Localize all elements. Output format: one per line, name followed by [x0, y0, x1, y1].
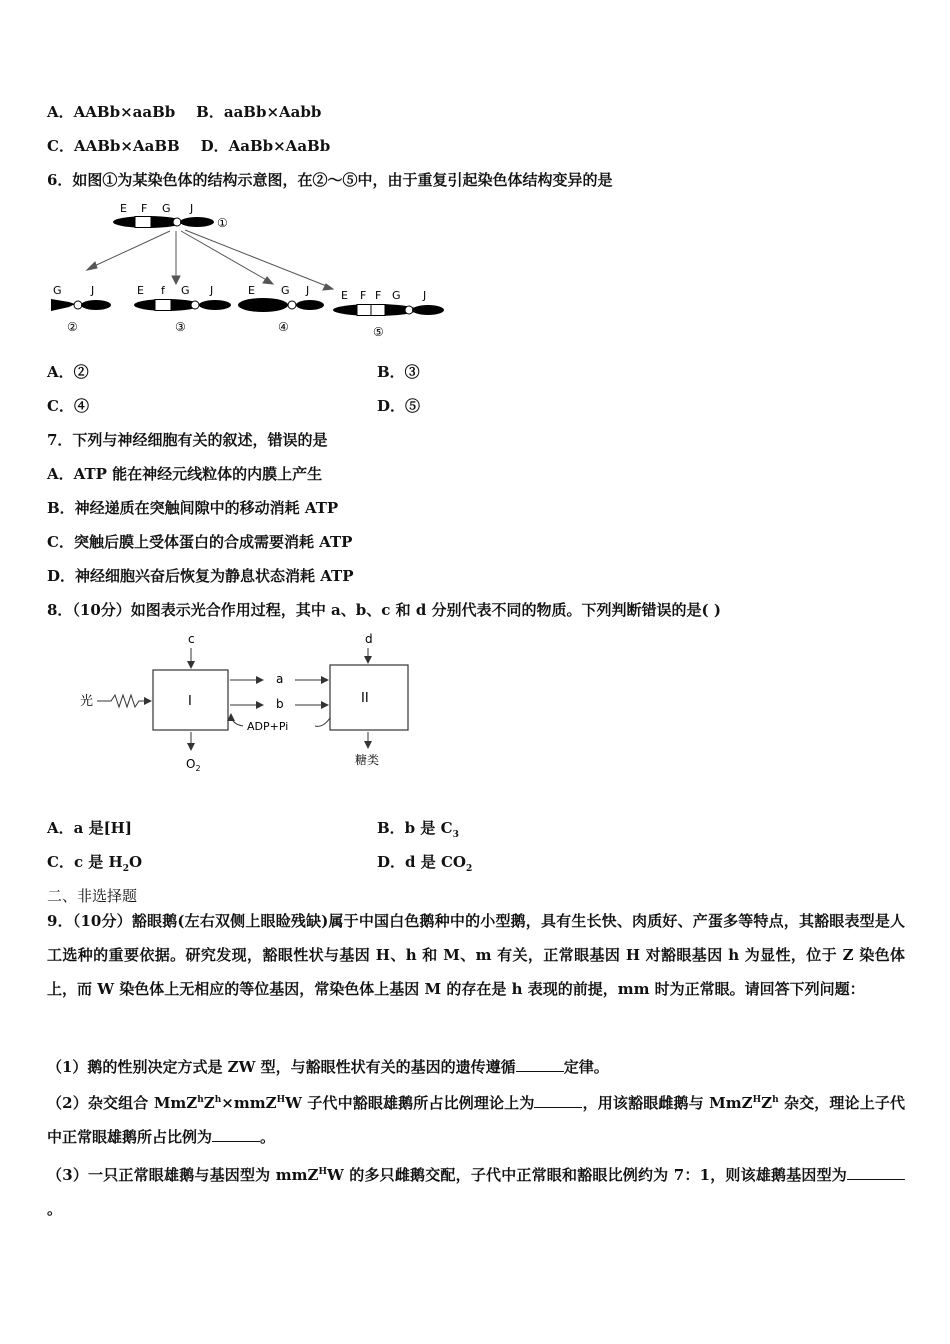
q5-option-c-label: C．	[47, 137, 74, 155]
orig-gene-f: F	[141, 202, 148, 215]
q8-option-c	[47, 852, 142, 879]
q9-part2-sup1: h	[197, 1095, 204, 1105]
c5-gene-f2: F	[375, 289, 382, 302]
c3-gene-e: E	[137, 284, 144, 297]
label-adp-pi: ADP+Pi	[247, 720, 289, 733]
answer-blank-1[interactable]	[516, 1057, 564, 1072]
q5-options-row2	[47, 136, 330, 156]
q7-option-c: C．突触后膜上受体蛋白的合成需要消耗 ATP	[47, 533, 353, 551]
section-title: 二、非选择题	[47, 887, 138, 905]
q9-part2-h: 。	[260, 1128, 276, 1146]
chromosome-2-mark: ②	[67, 320, 78, 334]
q8-stem	[47, 600, 721, 620]
q9-part2	[47, 1083, 905, 1154]
label-b: b	[276, 697, 284, 711]
chromosome-5	[333, 304, 444, 316]
chromosome-5-mark: ⑤	[373, 325, 384, 339]
q9-part3-sup: H	[318, 1167, 327, 1177]
c4-gene-g: G	[281, 284, 290, 297]
q9-part2-sup3: H	[276, 1095, 286, 1105]
chromosome-1	[113, 216, 214, 228]
q9-part2-sup5: h	[772, 1095, 779, 1105]
q8-option-d	[377, 852, 472, 879]
q8-option-d-sub: 2	[465, 864, 473, 874]
q5-options-row1	[47, 102, 321, 122]
c3-gene-g: G	[181, 284, 190, 297]
q6-option-d: D．⑤	[377, 397, 421, 415]
light-wave-arrow	[97, 695, 151, 707]
q9-part1-text: （1）鹅的性别决定方式是 ZW 型，与豁眼性状有关的基因的遗传遵循	[47, 1058, 516, 1076]
c5-gene-f1: F	[360, 289, 367, 302]
label-o2-text: O	[186, 757, 196, 771]
q9-part3	[47, 1155, 905, 1226]
q5-option-b-label: B．	[196, 103, 224, 121]
q8-option-c-sub: 2	[122, 864, 129, 874]
chromosome-3-mark: ③	[175, 320, 186, 334]
q9-part3-a: （3）一只正常眼雄鹅与基因型为 mmZ	[47, 1166, 319, 1184]
q6-option-a: A．②	[47, 363, 89, 381]
q9-part2-sup2: h	[214, 1095, 222, 1105]
c5-gene-g: G	[392, 289, 401, 302]
label-a: a	[276, 672, 284, 686]
q9-part2-a: （2）杂交组合 MmZ	[47, 1094, 198, 1112]
c3-gene-j: J	[210, 284, 214, 297]
chromosome-4	[238, 298, 324, 312]
light-label: 光	[80, 694, 94, 709]
answer-blank-2[interactable]	[534, 1093, 582, 1108]
c2-gene-j: J	[91, 284, 95, 297]
q5-option-d-label: D．	[200, 137, 229, 155]
box-dark-reaction	[330, 665, 408, 730]
label-d: d	[365, 632, 373, 646]
q5-option-d: AaBb×AaBb	[228, 137, 331, 155]
q8-stem-paren: ( )	[701, 601, 721, 619]
chromosome-4-mark: ④	[278, 320, 289, 334]
q9-intro: 9．（10分）豁眼鹅(左右双侧上眼睑残缺)属于中国白色鹅种中的小型鹅，具有生长快、肉质好、产蛋多等特点，其豁眼表型是人工选种的重要依据。研究发现，豁眼性状与基因 H、h 和 M、m 有关，正常眼基因 H 对豁眼基因 h 为显性，位于 Z 染色体上，而 W 染色体上无相应的等位基因，常染色体上基因 M 的存在是 h 表现的前提，mm 时为正常眼。请回答下列问题：	[47, 912, 905, 998]
q8-stem-text: 8．（10分）如图表示光合作用过程，其中 a、b、c 和 d 分别代表不同的物质。下列判断错误的是	[47, 601, 702, 619]
answer-blank-3[interactable]	[212, 1127, 260, 1142]
chromosome-1-mark: ①	[217, 216, 228, 230]
photosynthesis-diagram	[75, 630, 415, 780]
q8-option-a: A．a 是[H]	[47, 819, 132, 837]
label-c: c	[188, 632, 195, 646]
chromosome-diagram	[45, 198, 455, 343]
chromosome-3	[134, 299, 231, 311]
answer-blank-4[interactable]	[847, 1165, 905, 1180]
q6-stem: 6．如图①为某染色体的结构示意图，在②～⑤中，由于重复引起染色体结构变异的是	[47, 171, 613, 189]
q9-part2-g: 杂交，理论上子代中正常眼雄鹅所占比例为	[47, 1094, 905, 1146]
c5-gene-j: J	[423, 289, 427, 302]
c4-gene-j: J	[306, 284, 310, 297]
chromosome-2	[51, 299, 111, 311]
c5-gene-e: E	[341, 289, 348, 302]
orig-gene-j: J	[190, 202, 194, 215]
q9-part2-d: W 子代中豁眼雄鹅所占比例理论上为	[285, 1094, 535, 1112]
q9-part2-sup4: H	[752, 1095, 762, 1105]
q9-part2-f: Z	[761, 1094, 773, 1112]
q5-option-a: AABb×aaBb	[73, 103, 176, 121]
q9-part3-b: W 的多只雌鹅交配，子代中正常眼和豁眼比例约为 7：1，则该雄鹅基因型为	[327, 1166, 847, 1184]
q9-part3-c: 。	[47, 1200, 63, 1218]
q9-part2-b: Z	[203, 1094, 215, 1112]
q8-option-b-text: B．b 是 C	[377, 819, 453, 837]
branch-arrows	[87, 230, 333, 290]
c2-gene-g: G	[53, 284, 62, 297]
q5-option-a-label: A．	[47, 103, 74, 121]
q6-option-c: C．④	[47, 397, 89, 415]
label-o2	[186, 757, 201, 773]
q8-option-d-text: D．d 是 CO	[377, 853, 466, 871]
c3-gene-f-lower: f	[161, 284, 165, 297]
q9-part1-suffix: 定律。	[563, 1058, 609, 1076]
q8-option-b-sub: 3	[452, 830, 459, 840]
q6-option-b: B．③	[377, 363, 420, 381]
box-2-label: II	[361, 691, 369, 706]
q5-option-c: AABb×AaBB	[73, 137, 180, 155]
q5-option-b: aaBb×Aabb	[223, 103, 322, 121]
label-sugar: 糖类	[355, 753, 380, 767]
orig-gene-g: G	[162, 202, 171, 215]
q9-part1	[47, 1057, 609, 1077]
q7-option-d: D．神经细胞兴奋后恢复为静息状态消耗 ATP	[47, 567, 354, 585]
q8-option-b	[377, 818, 459, 845]
box-1-label: I	[188, 694, 192, 709]
q7-option-a: A．ATP 能在神经元线粒体的内膜上产生	[47, 465, 323, 483]
q7-stem: 7．下列与神经细胞有关的叙述，错误的是	[47, 431, 328, 449]
q8-option-c-suffix: O	[128, 853, 143, 871]
c4-gene-e: E	[248, 284, 255, 297]
q9-part2-c: ×mmZ	[221, 1094, 277, 1112]
q8-option-c-text: C．c 是 H	[47, 853, 123, 871]
q9-part2-e: ，用该豁眼雌鹅与 MmZ	[582, 1094, 753, 1112]
orig-gene-e: E	[120, 202, 127, 215]
q7-option-b: B．神经递质在突触间隙中的移动消耗 ATP	[47, 499, 339, 517]
label-o2-sub: 2	[195, 764, 201, 773]
